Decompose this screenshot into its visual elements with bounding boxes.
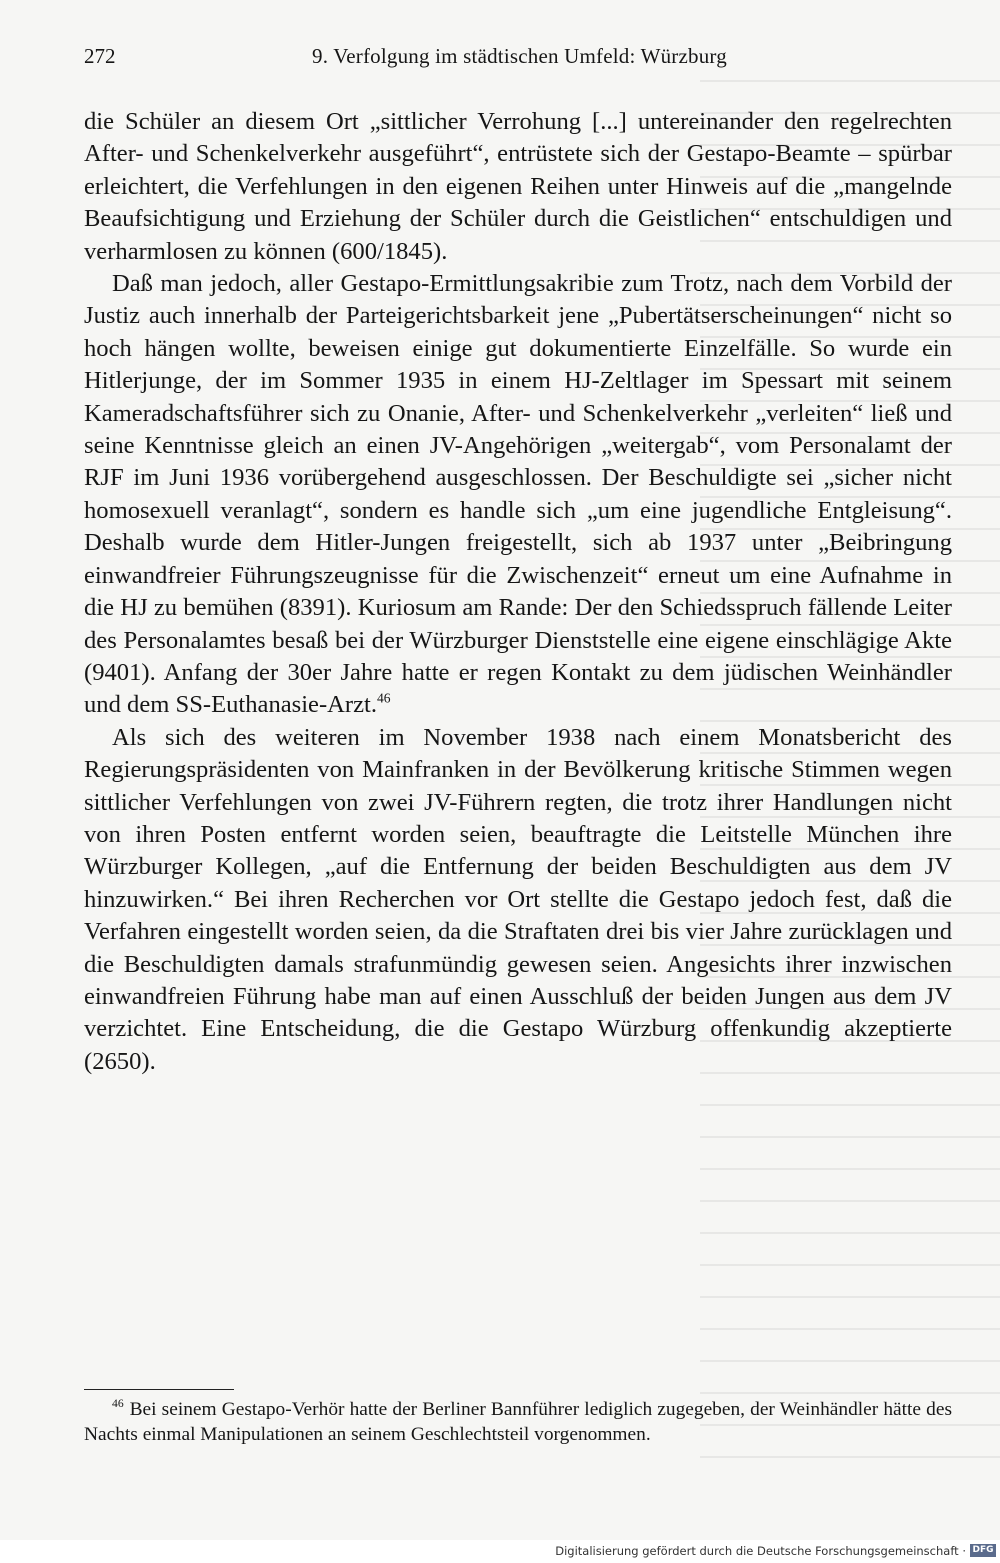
paragraph-1: die Schüler an diesem Ort „sittlicher Verrohung [...] untereinander den regelrechten After- und Schenkelverkehr ausgeführt“, entrüstete sich der Gestapo-Beamte – spürbar erleichtert, die Verfehlungen in den eigenen Reihen unter Hinweis auf die „mangelnde Beaufsichtigung und Erziehung der Schüler durch die Geistlichen“ entschuldigen und verharmlosen zu können (600/1845).: [84, 108, 952, 265]
page-header: [84, 44, 932, 74]
body-text: [84, 106, 952, 1078]
footnote-marker: 46: [112, 1397, 124, 1411]
paragraph-3: Als sich des weiteren im November 1938 nach einem Monatsbericht des Regierungspräsidenten von Mainfranken in der Bevölkerung kritische Stimmen wegen sittlicher Verfehlungen von zwei JV-Führern regten, die trotz ihrer Handlungen nicht von ihren Posten entfernt worden seien, beauftragte die Leitstelle München ihre Würzburger Kollegen, „auf die Entfernung der beiden Beschuldigten aus dem JV hinzuwirken.“ Bei ihren Recherchen vor Ort stellte die Gestapo jedoch fest, daß die Verfahren eingestellt worden seien, da die Straftaten drei bis vier Jahre zurücklagen und die Beschuldigten damals strafunmündig gewesen seien. Angesichts ihrer inzwischen einwandfreien Führung habe man auf einen Ausschluß der beiden Jungen aus dem JV verzichtet. Eine Entscheidung, die die Gestapo Würzburg offenkundig akzeptierte (2650).: [84, 723, 952, 1075]
footnote-text: Bei seinem Gestapo-Verhör hatte der Berliner Bannführer lediglich zugegeben, der Weinhändler hätte des Nachts einmal Manipulationen an seinem Geschlechtsteil vorgenommen.: [84, 1399, 952, 1445]
funding-credit: Digitalisierung gefördert durch die Deutsche Forschungsgemeinschaft ·: [555, 1544, 966, 1558]
dfg-logo-icon: DFG: [970, 1544, 996, 1557]
running-head: 9. Verfolgung im städtischen Umfeld: Würzburg: [312, 44, 727, 68]
paragraph-2: Daß man jedoch, aller Gestapo-Ermittlungsakribie zum Trotz, nach dem Vorbild der Justiz auch innerhalb der Parteigerichtsbarkeit jene „Pubertätserscheinungen“ nicht so hoch hängen wollte, beweisen einige gut dokumentierte Einzelfälle. So wurde ein Hitlerjunge, der im Sommer 1935 in einem HJ-Zeltlager im Spessart mit seinem Kameradschaftsführer sich zu Onanie, After- und Schenkelverkehr „verleiten“ ließ und seine Kenntnisse gleich an einen JV-Angehörigen „weitergab“, vom Personalamt der RJF im Juni 1936 vorübergehend ausgeschlossen. Der Beschuldigte sei „sicher nicht homosexuell veranlagt“, sondern es handle sich „um eine jugendliche Entgleisung“. Deshalb wurde dem Hitler-Jungen freigestellt, sich ab 1937 unter „Beibringung einwandfreier Führungszeugnisse für die Zwischenzeit“ erneut um eine Aufnahme in die HJ zu bemühen (8391). Kuriosum am Rande: Der den Schiedsspruch fällende Leiter des Personalamtes besaß bei der Würzburger Dienststelle eine eigene einschlägige Akte (9401). Anfang der 30er Jahre hatte er regen Kontakt zu dem jüdischen Weinhändler und dem SS-Euthanasie-Arzt.$^{46}$: [84, 270, 952, 719]
footnote-rule: [84, 1389, 234, 1390]
page-number: 272: [84, 44, 116, 68]
footnote-reference[interactable]: 46: [377, 690, 391, 706]
digitization-footer: [0, 1540, 1000, 1563]
footnote: [84, 1397, 952, 1447]
